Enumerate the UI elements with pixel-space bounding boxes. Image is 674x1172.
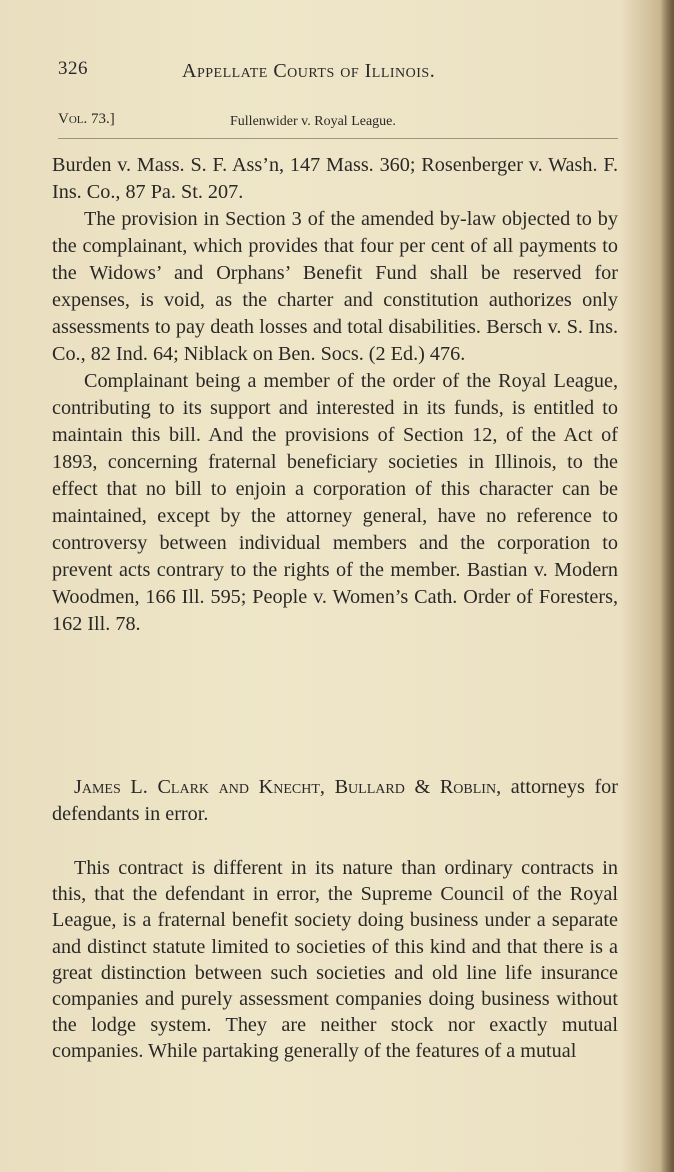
- header-rule: [58, 138, 618, 139]
- page-edge-shadow: [660, 0, 674, 1172]
- argument-section: [52, 855, 618, 1065]
- paragraph-complainant-standing: Complainant being a member of the order of the Royal League, contributing to its support and interested in its funds, is entitled to maintain this bill. And the provisions of Section 12, of the Act of 1893, concerning fraternal beneficiary societies in Illinois, to the effect that no bill to enjoin a corporation of this character can be maintained, except by the attorney general, have no reference to controversy between individual members and the corporation to prevent acts contrary to the rights of the member. Bastian v. Modern Woodmen, 166 Ill. 595; People v. Women’s Cath. Order of Foresters, 162 Ill. 78.: [52, 370, 618, 635]
- brief-body: [52, 152, 618, 638]
- page-number: 326: [58, 58, 88, 79]
- paragraph-bylaw-provision: The provision in Section 3 of the amended by-law objected to by the complainant, which provides that four per cent of all payments to the Widows’ and Orphans’ Benefit Fund shall be reserved for expenses, is void, as the charter and constitution authorizes only assessments to pay death losses and total disabilities. Bersch v. S. Ins. Co., 82 Ind. 64; Niblack on Ben. Socs. (2 Ed.) 476.: [52, 208, 618, 365]
- running-title: Appellate Courts of Illinois.: [182, 60, 436, 82]
- case-name: Fullenwider v. Royal League.: [230, 114, 396, 129]
- case-header: [58, 108, 618, 136]
- argument-paragraph: This contract is different in its nature than ordinary contracts in this, that the defendant in error, the Supreme Council of the Royal League, is a fraternal benefit society doing business under a separate and distinct statute limited to societies of this kind and that there is a great distinction between such societies and old line life insurance companies and purely assessment companies doing business without the lodge system. They are neither stock nor exactly mutual companies. While partaking generally of the features of a mutual: [52, 857, 618, 1063]
- counsel-names: James L. Clark and Knecht, Bullard & Roblin,: [74, 776, 502, 798]
- running-header: [58, 58, 538, 92]
- volume-label: Vol. 73.]: [58, 111, 115, 127]
- paragraph-citation: Burden v. Mass. S. F. Ass’n, 147 Mass. 360; Rosenberger v. Wash. F. Ins. Co., 87 Pa. St. 207.: [52, 154, 618, 203]
- counsel-role: attorneys for defendants in error.: [52, 776, 618, 825]
- counsel-line: [52, 774, 618, 828]
